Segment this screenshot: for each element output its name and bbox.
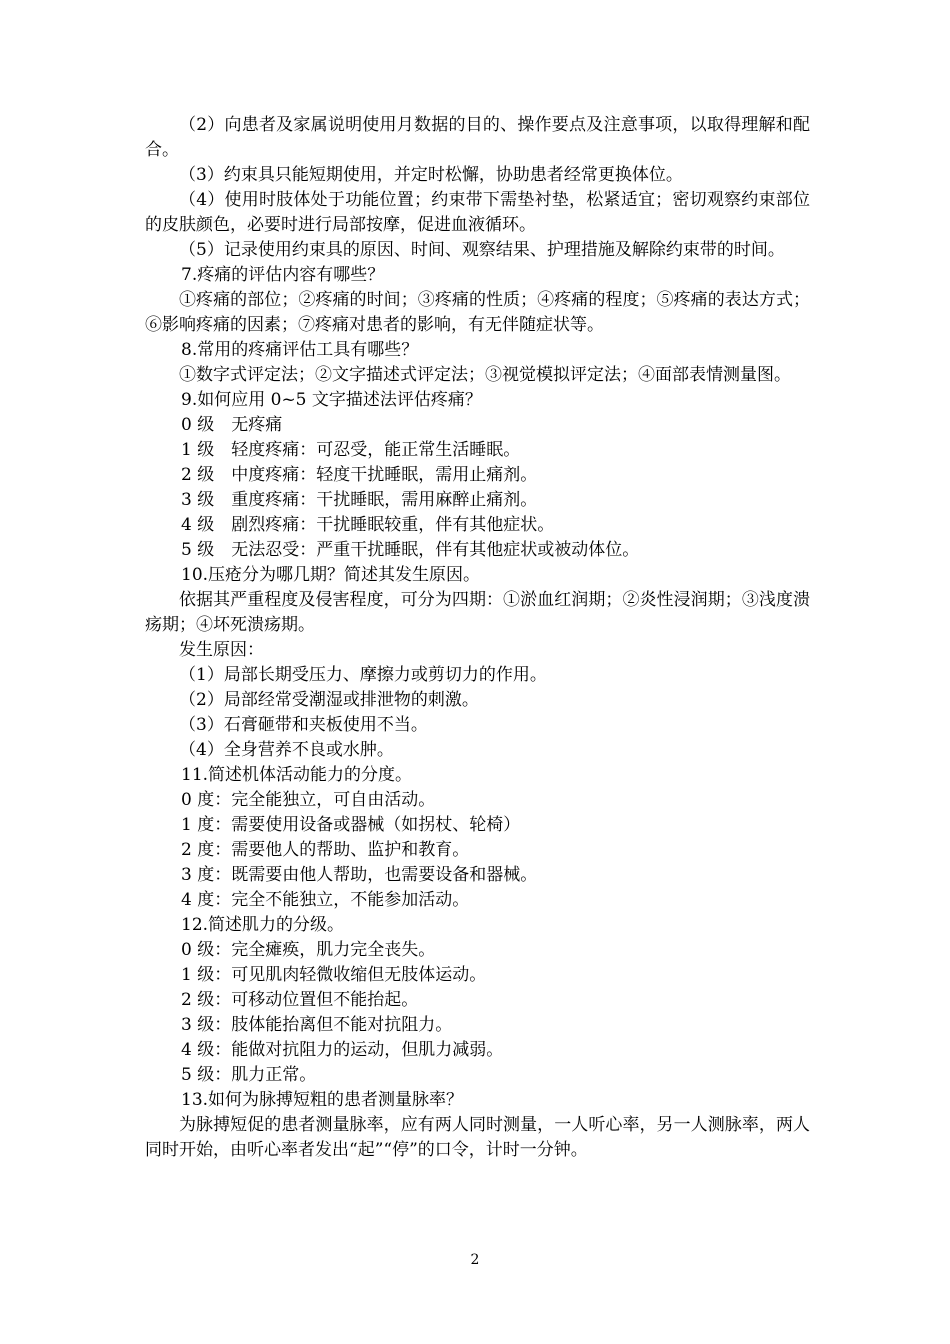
- list-item: 3 度：既需要由他人帮助，也需要设备和器械。: [181, 865, 538, 885]
- list-item: （1）局部长期受压力、摩擦力或剪切力的作用。: [179, 665, 547, 685]
- question-heading: 8.常用的疼痛评估工具有哪些？: [181, 340, 419, 360]
- paragraph: 为脉搏短促的患者测量脉率，应有两人同时测量，一人听心率，另一人测脉率，两人同时开始，由听心率者发出“起”“停”的口令，计时一分钟。: [145, 1115, 810, 1160]
- list-item: （4）全身营养不良或水肿。: [179, 740, 394, 760]
- list-item: 4 级：能做对抗阻力的运动，但肌力减弱。: [181, 1040, 504, 1060]
- list-item: 2 级：可移动位置但不能抬起。: [181, 990, 419, 1010]
- list-item: 3 级：肢体能抬离但不能对抗阻力。: [181, 1015, 453, 1035]
- question-heading: 12.简述肌力的分级。: [181, 915, 345, 935]
- paragraph: ①数字式评定法；②文字描述式评定法；③视觉模拟评定法；④面部表情测量图。: [179, 365, 791, 385]
- document-body: [145, 113, 810, 1163]
- paragraph: 发生原因：: [179, 640, 264, 660]
- paragraph: （4）使用时肢体处于功能位置；约束带下需垫衬垫，松紧适宜；密切观察约束部位的皮肤颜色，必要时进行局部按摩，促进血液循环。: [145, 190, 810, 235]
- list-item: 5 级 无法忍受：严重干扰睡眠，伴有其他症状或被动体位。: [181, 540, 640, 560]
- list-item: 4 级 剧烈疼痛：干扰睡眠较重，伴有其他症状。: [181, 515, 555, 535]
- page-number: 2: [470, 1252, 480, 1268]
- paragraph: （3）约束具只能短期使用，并定时松懈，协助患者经常更换体位。: [179, 165, 683, 185]
- paragraph: 依据其严重程度及侵害程度，可分为四期：①淤血红润期；②炎性浸润期；③浅度溃疡期；④坏死溃疡期。: [145, 590, 810, 635]
- list-item: 1 度：需要使用设备或器械（如拐杖、轮椅）: [181, 815, 521, 835]
- list-item: 0 级：完全瘫痪，肌力完全丧失。: [181, 940, 436, 960]
- paragraph: ①疼痛的部位；②疼痛的时间；③疼痛的性质；④疼痛的程度；⑤疼痛的表达方式；⑥影响疼痛的因素；⑦疼痛对患者的影响，有无伴随症状等。: [145, 290, 810, 335]
- list-item: 2 度：需要他人的帮助、监护和教育。: [181, 840, 470, 860]
- question-heading: 10.压疮分为哪几期？简述其发生原因。: [181, 565, 481, 585]
- list-item: 5 级：肌力正常。: [181, 1065, 317, 1085]
- list-item: 2 级 中度疼痛：轻度干扰睡眠，需用止痛剂。: [181, 465, 538, 485]
- question-heading: 13.如何为脉搏短粗的患者测量脉率？: [181, 1090, 464, 1110]
- question-heading: 11.简述机体活动能力的分度。: [181, 765, 413, 785]
- list-item: （2）局部经常受潮湿或排泄物的刺激。: [179, 690, 479, 710]
- list-item: 1 级：可见肌肉轻微收缩但无肢体运动。: [181, 965, 487, 985]
- paragraph: （5）记录使用约束具的原因、时间、观察结果、护理措施及解除约束带的时间。: [179, 240, 785, 260]
- list-item: 3 级 重度疼痛：干扰睡眠，需用麻醉止痛剂。: [181, 490, 538, 510]
- list-item: 1 级 轻度疼痛：可忍受，能正常生活睡眠。: [181, 440, 521, 460]
- question-heading: 9.如何应用 0~5 文字描述法评估疼痛？: [181, 390, 482, 410]
- paragraph: （2）向患者及家属说明使用月数据的目的、操作要点及注意事项，以取得理解和配合。: [145, 115, 810, 160]
- list-item: （3）石膏砸带和夹板使用不当。: [179, 715, 428, 735]
- list-item: 0 级 无疼痛: [181, 415, 283, 435]
- question-heading: 7.疼痛的评估内容有哪些？: [181, 265, 385, 285]
- list-item: 0 度：完全能独立，可自由活动。: [181, 790, 436, 810]
- list-item: 4 度：完全不能独立，不能参加活动。: [181, 890, 470, 910]
